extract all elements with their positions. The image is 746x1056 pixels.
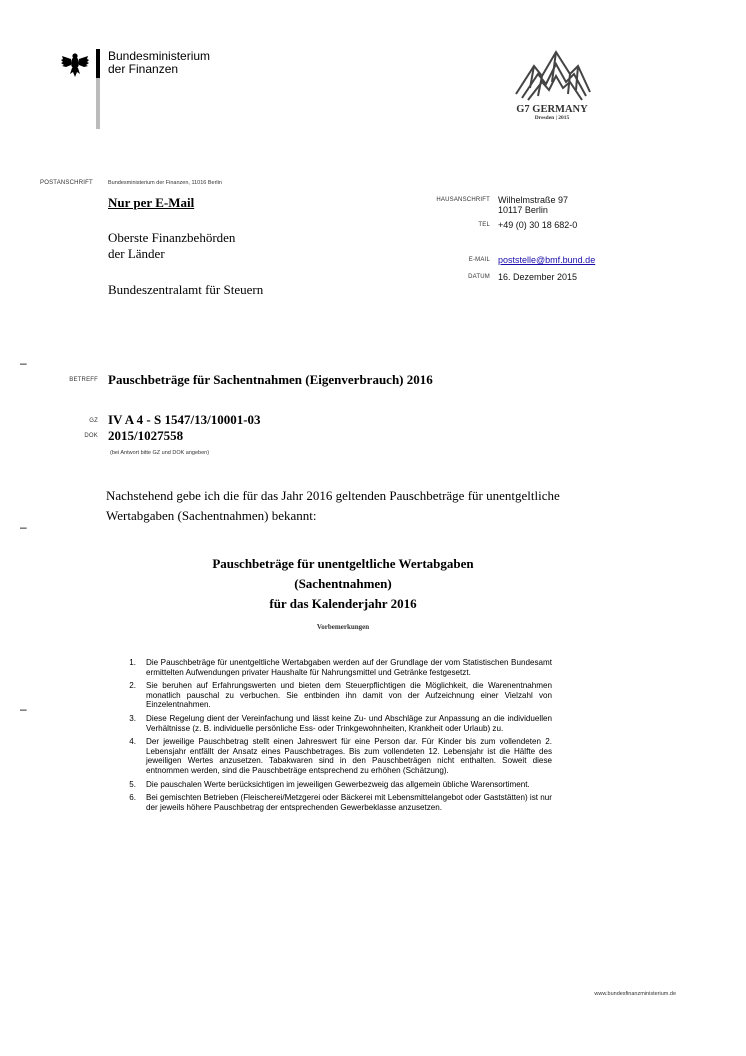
fold-mark: –: [20, 702, 27, 716]
recipient-line1: Oberste Finanzbehörden: [108, 230, 236, 245]
heading-line1: Pauschbeträge für unentgeltliche Wertabgaben: [212, 556, 474, 571]
hausanschrift-line1: Wilhelmstraße 97: [498, 195, 569, 205]
note-text: Die pauschalen Werte berücksichtigen im jeweiligen Gewerbezweig das allgemein übliche Warensortiment.: [146, 779, 530, 789]
tel-label: TEL: [478, 222, 490, 228]
list-item: [122, 737, 552, 775]
g7-mountain-icon: [512, 44, 592, 102]
postanschrift-label: POSTANSCHRIFT: [40, 180, 93, 186]
notes-list: [122, 658, 552, 816]
recipient-line3: Bundeszentralamt für Steuern: [108, 282, 264, 297]
dok-value: 2015/1027558: [108, 428, 184, 443]
intro-line1: Nachstehend gebe ich die für das Jahr 2016 geltenden Pauschbeträge für unentgeltliche: [106, 488, 560, 503]
note-number: 5.: [129, 779, 136, 789]
fold-mark: –: [20, 520, 27, 534]
heading-line3: für das Kalenderjahr 2016: [269, 596, 417, 611]
footer-url: www.bundesfinanzministerium.de: [594, 991, 676, 997]
ministry-divider-bar: [96, 49, 100, 129]
fold-mark: –: [20, 356, 27, 370]
hausanschrift-label: HAUSANSCHRIFT: [436, 197, 490, 203]
hausanschrift-line2: 10117 Berlin: [498, 205, 548, 215]
note-number: 4.: [129, 737, 136, 747]
datum-value: 16. Dezember 2015: [498, 272, 578, 282]
datum-label: DATUM: [468, 274, 490, 280]
list-item: [122, 780, 552, 790]
federal-eagle-icon: [60, 50, 90, 80]
note-text: Diese Regelung dient der Vereinfachung und lässt keine Zu- und Abschläge zur Anpassung an die individuellen Verhältnisse (z. B. individuelle persönliche Ess- oder Trinkgewohnheiten, Krankheit oder Urlaub) zu.: [146, 713, 552, 733]
list-item: [122, 681, 552, 710]
betreff-value: Pauschbeträge für Sachentnahmen (Eigenverbrauch) 2016: [108, 372, 433, 387]
note-number: 1.: [129, 658, 136, 667]
intro-text: [106, 486, 560, 526]
note-text: Sie beruhen auf Erfahrungswerten und bieten dem Steuerpflichtigen die Möglichkeit, die Warenentnahmen monatlich pauschal zu verbuchen. Sie entbinden ihn damit von der Aufzeichnung einer Vielzahl von Einzelentnahmen.: [146, 681, 552, 710]
g7-title: G7 GERMANY: [516, 104, 588, 115]
email-label: E-MAIL: [468, 257, 490, 263]
note-text: Bei gemischten Betrieben (Fleischerei/Metzgerei oder Bäckerei mit Lebensmittelangebot oder Gaststätten) ist nur der jeweils höhere Pauschbetrag der entsprechenden Gewerbeklasse anzusetzen.: [146, 793, 552, 812]
heading-sub: Vorbemerkungen: [316, 623, 370, 631]
g7-logo: [497, 44, 607, 134]
hausanschrift-value: [498, 195, 568, 215]
delivery-method: Nur per E-Mail: [108, 195, 195, 210]
note-number: 3.: [129, 713, 136, 723]
ministry-name-line2: der Finanzen: [108, 62, 179, 76]
postanschrift-value: Bundesministerium der Finanzen, 11016 Berlin: [108, 180, 222, 186]
gz-label: GZ: [89, 418, 98, 424]
gz-value: IV A 4 - S 1547/13/10001-03: [108, 412, 261, 427]
betreff-label: BETREFF: [69, 377, 98, 383]
email-link[interactable]: poststelle@bmf.bund.de: [498, 255, 596, 265]
recipient-address: [108, 230, 235, 262]
note-text: Der jeweilige Pauschbetrag stellt einen Jahreswert für eine Person dar. Für Kinder bis zum vollendeten 2. Lebensjahr entfällt der Ansatz eines Pauschbetrages. Bis zum vollendeten 12. Lebensjahr ist die Hälfte des jeweiligen Wertes anzusetzen. Tabakwaren sind in den Pauschbeträgen nicht enthalten. Soweit diese entnommen werden, sind die Pauschbeträge entsprechend zu erhöhen (Schätzung).: [146, 737, 552, 775]
recipient-line2: der Länder: [108, 246, 165, 261]
ministry-name: [108, 50, 210, 76]
list-item: [122, 793, 552, 812]
note-number: 2.: [129, 681, 136, 691]
note-text: Die Pauschbeträge für unentgeltliche Wertabgaben werden auf der Grundlage der vom Statistischen Bundesamt ermittelten Aufwendungen privater Haushalte für Nahrungsmittel und Getränke festgesetzt.: [146, 658, 552, 677]
reference-hint: (bei Antwort bitte GZ und DOK angeben): [110, 450, 210, 456]
tel-value: +49 (0) 30 18 682-0: [498, 220, 578, 230]
list-item: [122, 658, 552, 677]
g7-subtitle: Dresden | 2015: [534, 115, 570, 121]
list-item: [122, 714, 552, 733]
section-heading: [0, 554, 686, 614]
intro-line2: Wertabgaben (Sachentnahmen) bekannt:: [106, 508, 317, 523]
ministry-name-line1: Bundesministerium: [108, 49, 211, 63]
dok-label: DOK: [84, 433, 98, 439]
note-number: 6.: [129, 793, 136, 803]
heading-line2: (Sachentnahmen): [294, 576, 392, 591]
